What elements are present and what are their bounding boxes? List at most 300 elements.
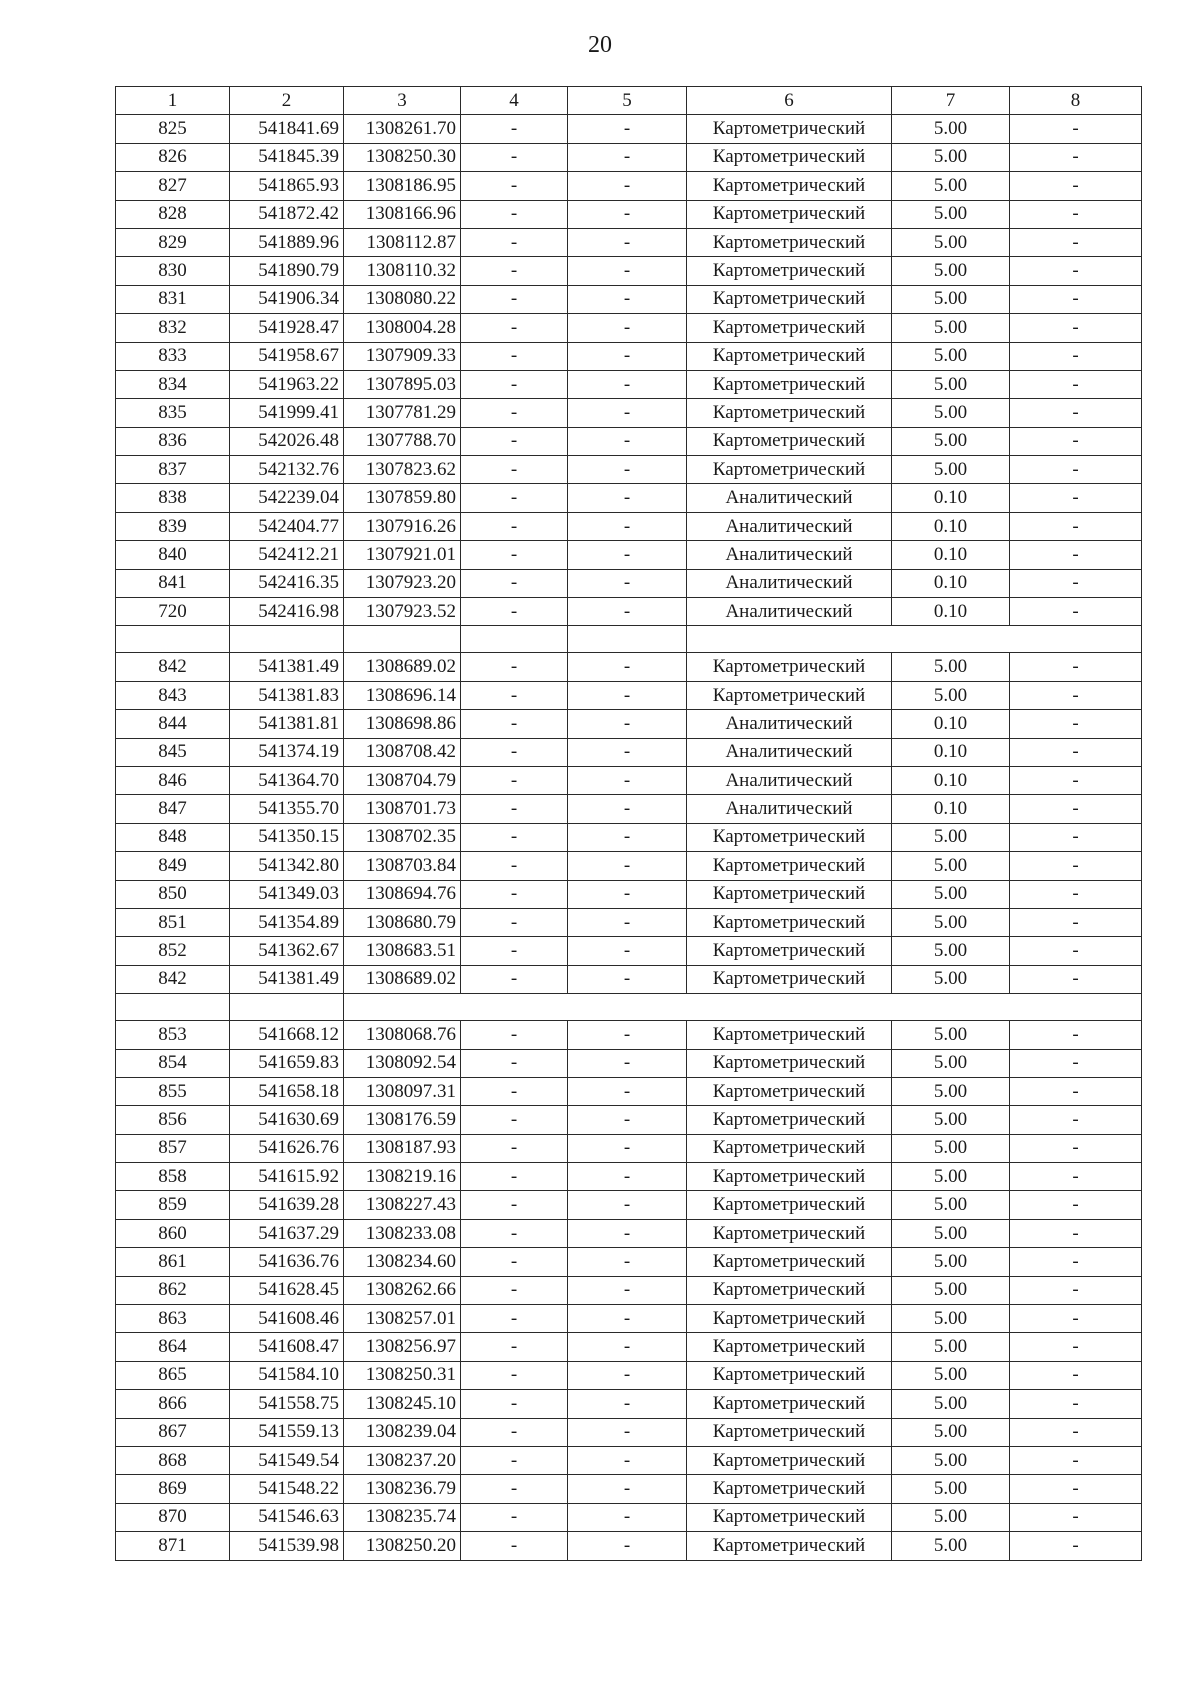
table-row bbox=[116, 399, 1142, 427]
cell-method: Аналитический bbox=[687, 541, 892, 569]
separator-cell bbox=[230, 994, 344, 1021]
cell-accuracy: 0.10 bbox=[892, 598, 1010, 626]
cell-point-number: 720 bbox=[116, 598, 230, 626]
cell-point-number: 846 bbox=[116, 766, 230, 794]
cell-method: Картометрический bbox=[687, 257, 892, 285]
cell-coord-x: 542412.21 bbox=[230, 541, 344, 569]
cell-method: Аналитический bbox=[687, 512, 892, 540]
cell-coord-y: 1307916.26 bbox=[344, 512, 461, 540]
cell-col-5: - bbox=[568, 143, 687, 171]
cell-accuracy: 5.00 bbox=[892, 172, 1010, 200]
cell-point-number: 863 bbox=[116, 1305, 230, 1333]
cell-point-number: 845 bbox=[116, 738, 230, 766]
cell-method: Картометрический bbox=[687, 1191, 892, 1219]
cell-method: Картометрический bbox=[687, 427, 892, 455]
cell-coord-x: 541615.92 bbox=[230, 1163, 344, 1191]
cell-accuracy: 5.00 bbox=[892, 1361, 1010, 1389]
cell-col-8: - bbox=[1010, 880, 1142, 908]
cell-method: Картометрический bbox=[687, 172, 892, 200]
cell-accuracy: 0.10 bbox=[892, 512, 1010, 540]
cell-col-8: - bbox=[1010, 285, 1142, 313]
table-row bbox=[116, 1532, 1142, 1560]
cell-coord-x: 541865.93 bbox=[230, 172, 344, 200]
cell-coord-y: 1308110.32 bbox=[344, 257, 461, 285]
cell-accuracy: 5.00 bbox=[892, 1248, 1010, 1276]
cell-coord-y: 1307859.80 bbox=[344, 484, 461, 512]
cell-point-number: 861 bbox=[116, 1248, 230, 1276]
cell-col-4: - bbox=[461, 1021, 568, 1049]
cell-col-5: - bbox=[568, 1134, 687, 1162]
table-row bbox=[116, 852, 1142, 880]
cell-col-5: - bbox=[568, 512, 687, 540]
cell-col-4: - bbox=[461, 1049, 568, 1077]
cell-accuracy: 5.00 bbox=[892, 1390, 1010, 1418]
cell-col-4: - bbox=[461, 427, 568, 455]
cell-point-number: 843 bbox=[116, 681, 230, 709]
table-row bbox=[116, 1361, 1142, 1389]
cell-coord-y: 1308097.31 bbox=[344, 1077, 461, 1105]
cell-coord-x: 541906.34 bbox=[230, 285, 344, 313]
separator-cell bbox=[116, 626, 230, 653]
cell-point-number: 857 bbox=[116, 1134, 230, 1162]
cell-coord-y: 1307781.29 bbox=[344, 399, 461, 427]
table-row bbox=[116, 172, 1142, 200]
cell-coord-x: 542026.48 bbox=[230, 427, 344, 455]
cell-coord-x: 541608.46 bbox=[230, 1305, 344, 1333]
cell-accuracy: 5.00 bbox=[892, 1446, 1010, 1474]
cell-accuracy: 5.00 bbox=[892, 653, 1010, 681]
cell-col-8: - bbox=[1010, 427, 1142, 455]
cell-col-8: - bbox=[1010, 1418, 1142, 1446]
cell-coord-y: 1308696.14 bbox=[344, 681, 461, 709]
cell-col-4: - bbox=[461, 1248, 568, 1276]
cell-accuracy: 0.10 bbox=[892, 738, 1010, 766]
cell-col-8: - bbox=[1010, 456, 1142, 484]
table-row bbox=[116, 456, 1142, 484]
cell-point-number: 838 bbox=[116, 484, 230, 512]
cell-accuracy: 5.00 bbox=[892, 1134, 1010, 1162]
cell-point-number: 850 bbox=[116, 880, 230, 908]
cell-accuracy: 5.00 bbox=[892, 1163, 1010, 1191]
separator-cell bbox=[116, 994, 230, 1021]
cell-method: Картометрический bbox=[687, 823, 892, 851]
cell-col-5: - bbox=[568, 456, 687, 484]
cell-coord-y: 1307823.62 bbox=[344, 456, 461, 484]
cell-col-4: - bbox=[461, 1191, 568, 1219]
cell-coord-x: 541381.81 bbox=[230, 710, 344, 738]
table-row bbox=[116, 710, 1142, 738]
cell-col-8: - bbox=[1010, 1219, 1142, 1247]
cell-point-number: 862 bbox=[116, 1276, 230, 1304]
cell-point-number: 842 bbox=[116, 653, 230, 681]
cell-col-4: - bbox=[461, 456, 568, 484]
cell-col-8: - bbox=[1010, 1503, 1142, 1531]
cell-method: Картометрический bbox=[687, 937, 892, 965]
cell-col-5: - bbox=[568, 314, 687, 342]
cell-coord-x: 541381.49 bbox=[230, 965, 344, 993]
cell-point-number: 868 bbox=[116, 1446, 230, 1474]
cell-accuracy: 5.00 bbox=[892, 257, 1010, 285]
cell-point-number: 859 bbox=[116, 1191, 230, 1219]
cell-coord-y: 1308176.59 bbox=[344, 1106, 461, 1134]
cell-point-number: 851 bbox=[116, 908, 230, 936]
cell-point-number: 825 bbox=[116, 115, 230, 143]
cell-col-8: - bbox=[1010, 399, 1142, 427]
column-header-3: 3 bbox=[344, 87, 461, 115]
cell-col-5: - bbox=[568, 908, 687, 936]
cell-col-8: - bbox=[1010, 342, 1142, 370]
table-row bbox=[116, 1106, 1142, 1134]
separator-cell bbox=[344, 994, 1142, 1021]
cell-col-4: - bbox=[461, 823, 568, 851]
cell-col-4: - bbox=[461, 681, 568, 709]
table-row bbox=[116, 1134, 1142, 1162]
cell-col-8: - bbox=[1010, 1361, 1142, 1389]
cell-coord-y: 1308262.66 bbox=[344, 1276, 461, 1304]
cell-accuracy: 5.00 bbox=[892, 1503, 1010, 1531]
cell-col-8: - bbox=[1010, 823, 1142, 851]
cell-method: Аналитический bbox=[687, 598, 892, 626]
cell-method: Картометрический bbox=[687, 852, 892, 880]
cell-coord-x: 541639.28 bbox=[230, 1191, 344, 1219]
cell-method: Картометрический bbox=[687, 314, 892, 342]
cell-col-5: - bbox=[568, 852, 687, 880]
cell-method: Картометрический bbox=[687, 1475, 892, 1503]
table-row bbox=[116, 1475, 1142, 1503]
cell-coord-x: 542132.76 bbox=[230, 456, 344, 484]
separator-cell bbox=[461, 626, 568, 653]
cell-point-number: 871 bbox=[116, 1532, 230, 1560]
cell-coord-y: 1308704.79 bbox=[344, 766, 461, 794]
cell-col-8: - bbox=[1010, 598, 1142, 626]
table-row bbox=[116, 965, 1142, 993]
cell-col-8: - bbox=[1010, 541, 1142, 569]
cell-coord-x: 541342.80 bbox=[230, 852, 344, 880]
cell-col-4: - bbox=[461, 115, 568, 143]
cell-coord-y: 1308708.42 bbox=[344, 738, 461, 766]
cell-point-number: 827 bbox=[116, 172, 230, 200]
cell-col-5: - bbox=[568, 1106, 687, 1134]
cell-method: Картометрический bbox=[687, 1248, 892, 1276]
cell-coord-y: 1308112.87 bbox=[344, 228, 461, 256]
cell-accuracy: 5.00 bbox=[892, 908, 1010, 936]
cell-point-number: 836 bbox=[116, 427, 230, 455]
cell-point-number: 840 bbox=[116, 541, 230, 569]
cell-coord-y: 1307923.52 bbox=[344, 598, 461, 626]
cell-coord-y: 1308701.73 bbox=[344, 795, 461, 823]
cell-point-number: 864 bbox=[116, 1333, 230, 1361]
cell-method: Аналитический bbox=[687, 710, 892, 738]
cell-coord-y: 1308689.02 bbox=[344, 965, 461, 993]
cell-col-4: - bbox=[461, 484, 568, 512]
cell-accuracy: 0.10 bbox=[892, 710, 1010, 738]
table-row bbox=[116, 285, 1142, 313]
cell-coord-x: 541841.69 bbox=[230, 115, 344, 143]
cell-accuracy: 5.00 bbox=[892, 456, 1010, 484]
cell-coord-y: 1308703.84 bbox=[344, 852, 461, 880]
cell-col-8: - bbox=[1010, 1305, 1142, 1333]
cell-col-8: - bbox=[1010, 795, 1142, 823]
cell-point-number: 860 bbox=[116, 1219, 230, 1247]
table-row bbox=[116, 738, 1142, 766]
cell-col-8: - bbox=[1010, 172, 1142, 200]
cell-col-4: - bbox=[461, 965, 568, 993]
cell-point-number: 854 bbox=[116, 1049, 230, 1077]
table-row bbox=[116, 937, 1142, 965]
cell-col-4: - bbox=[461, 937, 568, 965]
cell-method: Картометрический bbox=[687, 653, 892, 681]
table-row bbox=[116, 228, 1142, 256]
cell-method: Картометрический bbox=[687, 143, 892, 171]
cell-method: Картометрический bbox=[687, 1021, 892, 1049]
cell-col-5: - bbox=[568, 1191, 687, 1219]
cell-coord-x: 542239.04 bbox=[230, 484, 344, 512]
cell-point-number: 837 bbox=[116, 456, 230, 484]
cell-col-5: - bbox=[568, 738, 687, 766]
cell-col-4: - bbox=[461, 1333, 568, 1361]
cell-col-5: - bbox=[568, 965, 687, 993]
cell-col-4: - bbox=[461, 314, 568, 342]
table-row bbox=[116, 1021, 1142, 1049]
cell-col-4: - bbox=[461, 1305, 568, 1333]
cell-col-4: - bbox=[461, 1276, 568, 1304]
cell-coord-y: 1308236.79 bbox=[344, 1475, 461, 1503]
cell-col-4: - bbox=[461, 653, 568, 681]
cell-coord-x: 541381.49 bbox=[230, 653, 344, 681]
cell-coord-x: 541381.83 bbox=[230, 681, 344, 709]
cell-col-4: - bbox=[461, 541, 568, 569]
cell-method: Картометрический bbox=[687, 681, 892, 709]
cell-accuracy: 0.10 bbox=[892, 766, 1010, 794]
cell-col-5: - bbox=[568, 681, 687, 709]
cell-coord-x: 541659.83 bbox=[230, 1049, 344, 1077]
cell-accuracy: 5.00 bbox=[892, 937, 1010, 965]
cell-accuracy: 5.00 bbox=[892, 200, 1010, 228]
cell-col-4: - bbox=[461, 399, 568, 427]
cell-coord-x: 541889.96 bbox=[230, 228, 344, 256]
cell-coord-x: 541890.79 bbox=[230, 257, 344, 285]
cell-accuracy: 5.00 bbox=[892, 1276, 1010, 1304]
cell-method: Аналитический bbox=[687, 569, 892, 597]
cell-coord-y: 1308233.08 bbox=[344, 1219, 461, 1247]
cell-method: Картометрический bbox=[687, 1134, 892, 1162]
table-row bbox=[116, 1276, 1142, 1304]
cell-point-number: 867 bbox=[116, 1418, 230, 1446]
cell-col-5: - bbox=[568, 1248, 687, 1276]
cell-col-8: - bbox=[1010, 1049, 1142, 1077]
table-row bbox=[116, 1191, 1142, 1219]
cell-accuracy: 5.00 bbox=[892, 285, 1010, 313]
cell-point-number: 847 bbox=[116, 795, 230, 823]
table-row bbox=[116, 880, 1142, 908]
cell-method: Аналитический bbox=[687, 766, 892, 794]
cell-method: Картометрический bbox=[687, 1305, 892, 1333]
cell-point-number: 835 bbox=[116, 399, 230, 427]
cell-point-number: 844 bbox=[116, 710, 230, 738]
cell-col-4: - bbox=[461, 1219, 568, 1247]
cell-coord-x: 541668.12 bbox=[230, 1021, 344, 1049]
cell-col-8: - bbox=[1010, 1077, 1142, 1105]
cell-point-number: 855 bbox=[116, 1077, 230, 1105]
table-row bbox=[116, 541, 1142, 569]
cell-coord-y: 1307909.33 bbox=[344, 342, 461, 370]
cell-coord-y: 1307921.01 bbox=[344, 541, 461, 569]
cell-coord-y: 1308234.60 bbox=[344, 1248, 461, 1276]
cell-accuracy: 5.00 bbox=[892, 1049, 1010, 1077]
cell-point-number: 830 bbox=[116, 257, 230, 285]
cell-col-5: - bbox=[568, 1276, 687, 1304]
cell-accuracy: 5.00 bbox=[892, 314, 1010, 342]
cell-col-8: - bbox=[1010, 200, 1142, 228]
cell-method: Картометрический bbox=[687, 1276, 892, 1304]
cell-method: Картометрический bbox=[687, 1390, 892, 1418]
cell-col-8: - bbox=[1010, 1248, 1142, 1276]
cell-method: Картометрический bbox=[687, 880, 892, 908]
cell-coord-x: 541355.70 bbox=[230, 795, 344, 823]
cell-accuracy: 5.00 bbox=[892, 852, 1010, 880]
cell-col-8: - bbox=[1010, 766, 1142, 794]
cell-coord-y: 1308257.01 bbox=[344, 1305, 461, 1333]
cell-accuracy: 5.00 bbox=[892, 880, 1010, 908]
cell-col-4: - bbox=[461, 1163, 568, 1191]
cell-col-4: - bbox=[461, 710, 568, 738]
column-header-1: 1 bbox=[116, 87, 230, 115]
cell-method: Картометрический bbox=[687, 399, 892, 427]
cell-col-4: - bbox=[461, 569, 568, 597]
table-row bbox=[116, 342, 1142, 370]
cell-col-5: - bbox=[568, 342, 687, 370]
table-row bbox=[116, 257, 1142, 285]
column-header-6: 6 bbox=[687, 87, 892, 115]
separator-cell bbox=[568, 626, 687, 653]
cell-coord-x: 541999.41 bbox=[230, 399, 344, 427]
cell-col-5: - bbox=[568, 1333, 687, 1361]
column-header-8: 8 bbox=[1010, 87, 1142, 115]
cell-col-4: - bbox=[461, 1446, 568, 1474]
cell-col-5: - bbox=[568, 1163, 687, 1191]
cell-col-4: - bbox=[461, 598, 568, 626]
cell-point-number: 832 bbox=[116, 314, 230, 342]
cell-col-4: - bbox=[461, 908, 568, 936]
cell-col-4: - bbox=[461, 1106, 568, 1134]
cell-coord-x: 541636.76 bbox=[230, 1248, 344, 1276]
cell-col-4: - bbox=[461, 370, 568, 398]
cell-coord-y: 1308250.30 bbox=[344, 143, 461, 171]
cell-point-number: 852 bbox=[116, 937, 230, 965]
cell-col-5: - bbox=[568, 1446, 687, 1474]
table-body bbox=[116, 115, 1142, 1560]
table-row bbox=[116, 200, 1142, 228]
cell-coord-x: 541350.15 bbox=[230, 823, 344, 851]
cell-accuracy: 5.00 bbox=[892, 823, 1010, 851]
cell-col-8: - bbox=[1010, 143, 1142, 171]
cell-col-8: - bbox=[1010, 710, 1142, 738]
table-row bbox=[116, 1503, 1142, 1531]
cell-col-5: - bbox=[568, 1361, 687, 1389]
cell-coord-x: 541364.70 bbox=[230, 766, 344, 794]
cell-col-8: - bbox=[1010, 569, 1142, 597]
cell-col-5: - bbox=[568, 766, 687, 794]
cell-method: Картометрический bbox=[687, 965, 892, 993]
table-row bbox=[116, 1077, 1142, 1105]
cell-col-5: - bbox=[568, 1305, 687, 1333]
cell-col-8: - bbox=[1010, 1021, 1142, 1049]
cell-point-number: 849 bbox=[116, 852, 230, 880]
cell-coord-y: 1308237.20 bbox=[344, 1446, 461, 1474]
cell-method: Картометрический bbox=[687, 1333, 892, 1361]
table-header-row bbox=[116, 87, 1142, 115]
table-row bbox=[116, 1418, 1142, 1446]
table-row bbox=[116, 314, 1142, 342]
cell-method: Картометрический bbox=[687, 1361, 892, 1389]
cell-col-4: - bbox=[461, 738, 568, 766]
cell-accuracy: 5.00 bbox=[892, 1106, 1010, 1134]
cell-method: Картометрический bbox=[687, 456, 892, 484]
cell-point-number: 856 bbox=[116, 1106, 230, 1134]
cell-method: Картометрический bbox=[687, 1532, 892, 1560]
cell-coord-x: 541584.10 bbox=[230, 1361, 344, 1389]
cell-coord-y: 1307923.20 bbox=[344, 569, 461, 597]
cell-col-4: - bbox=[461, 1134, 568, 1162]
cell-col-5: - bbox=[568, 710, 687, 738]
cell-accuracy: 5.00 bbox=[892, 228, 1010, 256]
cell-col-4: - bbox=[461, 512, 568, 540]
table-row bbox=[116, 1305, 1142, 1333]
cell-col-5: - bbox=[568, 370, 687, 398]
cell-coord-x: 541963.22 bbox=[230, 370, 344, 398]
cell-col-8: - bbox=[1010, 370, 1142, 398]
cell-col-5: - bbox=[568, 228, 687, 256]
cell-coord-y: 1308092.54 bbox=[344, 1049, 461, 1077]
cell-accuracy: 5.00 bbox=[892, 370, 1010, 398]
cell-col-5: - bbox=[568, 598, 687, 626]
cell-point-number: 834 bbox=[116, 370, 230, 398]
cell-method: Картометрический bbox=[687, 342, 892, 370]
cell-point-number: 826 bbox=[116, 143, 230, 171]
cell-col-5: - bbox=[568, 257, 687, 285]
cell-method: Картометрический bbox=[687, 370, 892, 398]
cell-accuracy: 5.00 bbox=[892, 1475, 1010, 1503]
cell-col-4: - bbox=[461, 1503, 568, 1531]
cell-col-5: - bbox=[568, 1532, 687, 1560]
cell-point-number: 828 bbox=[116, 200, 230, 228]
cell-col-8: - bbox=[1010, 1276, 1142, 1304]
cell-coord-y: 1308219.16 bbox=[344, 1163, 461, 1191]
cell-col-8: - bbox=[1010, 1333, 1142, 1361]
table-row bbox=[116, 653, 1142, 681]
table-row bbox=[116, 795, 1142, 823]
cell-col-5: - bbox=[568, 569, 687, 597]
cell-method: Картометрический bbox=[687, 115, 892, 143]
cell-col-4: - bbox=[461, 795, 568, 823]
cell-col-5: - bbox=[568, 1021, 687, 1049]
column-header-5: 5 bbox=[568, 87, 687, 115]
column-header-4: 4 bbox=[461, 87, 568, 115]
cell-col-4: - bbox=[461, 257, 568, 285]
cell-col-4: - bbox=[461, 172, 568, 200]
table-separator-row bbox=[116, 626, 1142, 653]
cell-coord-x: 541374.19 bbox=[230, 738, 344, 766]
cell-accuracy: 5.00 bbox=[892, 143, 1010, 171]
table-row bbox=[116, 115, 1142, 143]
cell-coord-x: 541637.29 bbox=[230, 1219, 344, 1247]
cell-method: Картометрический bbox=[687, 1219, 892, 1247]
cell-point-number: 831 bbox=[116, 285, 230, 313]
cell-method: Картометрический bbox=[687, 1106, 892, 1134]
cell-coord-x: 541628.45 bbox=[230, 1276, 344, 1304]
cell-col-5: - bbox=[568, 1418, 687, 1446]
cell-col-5: - bbox=[568, 1390, 687, 1418]
